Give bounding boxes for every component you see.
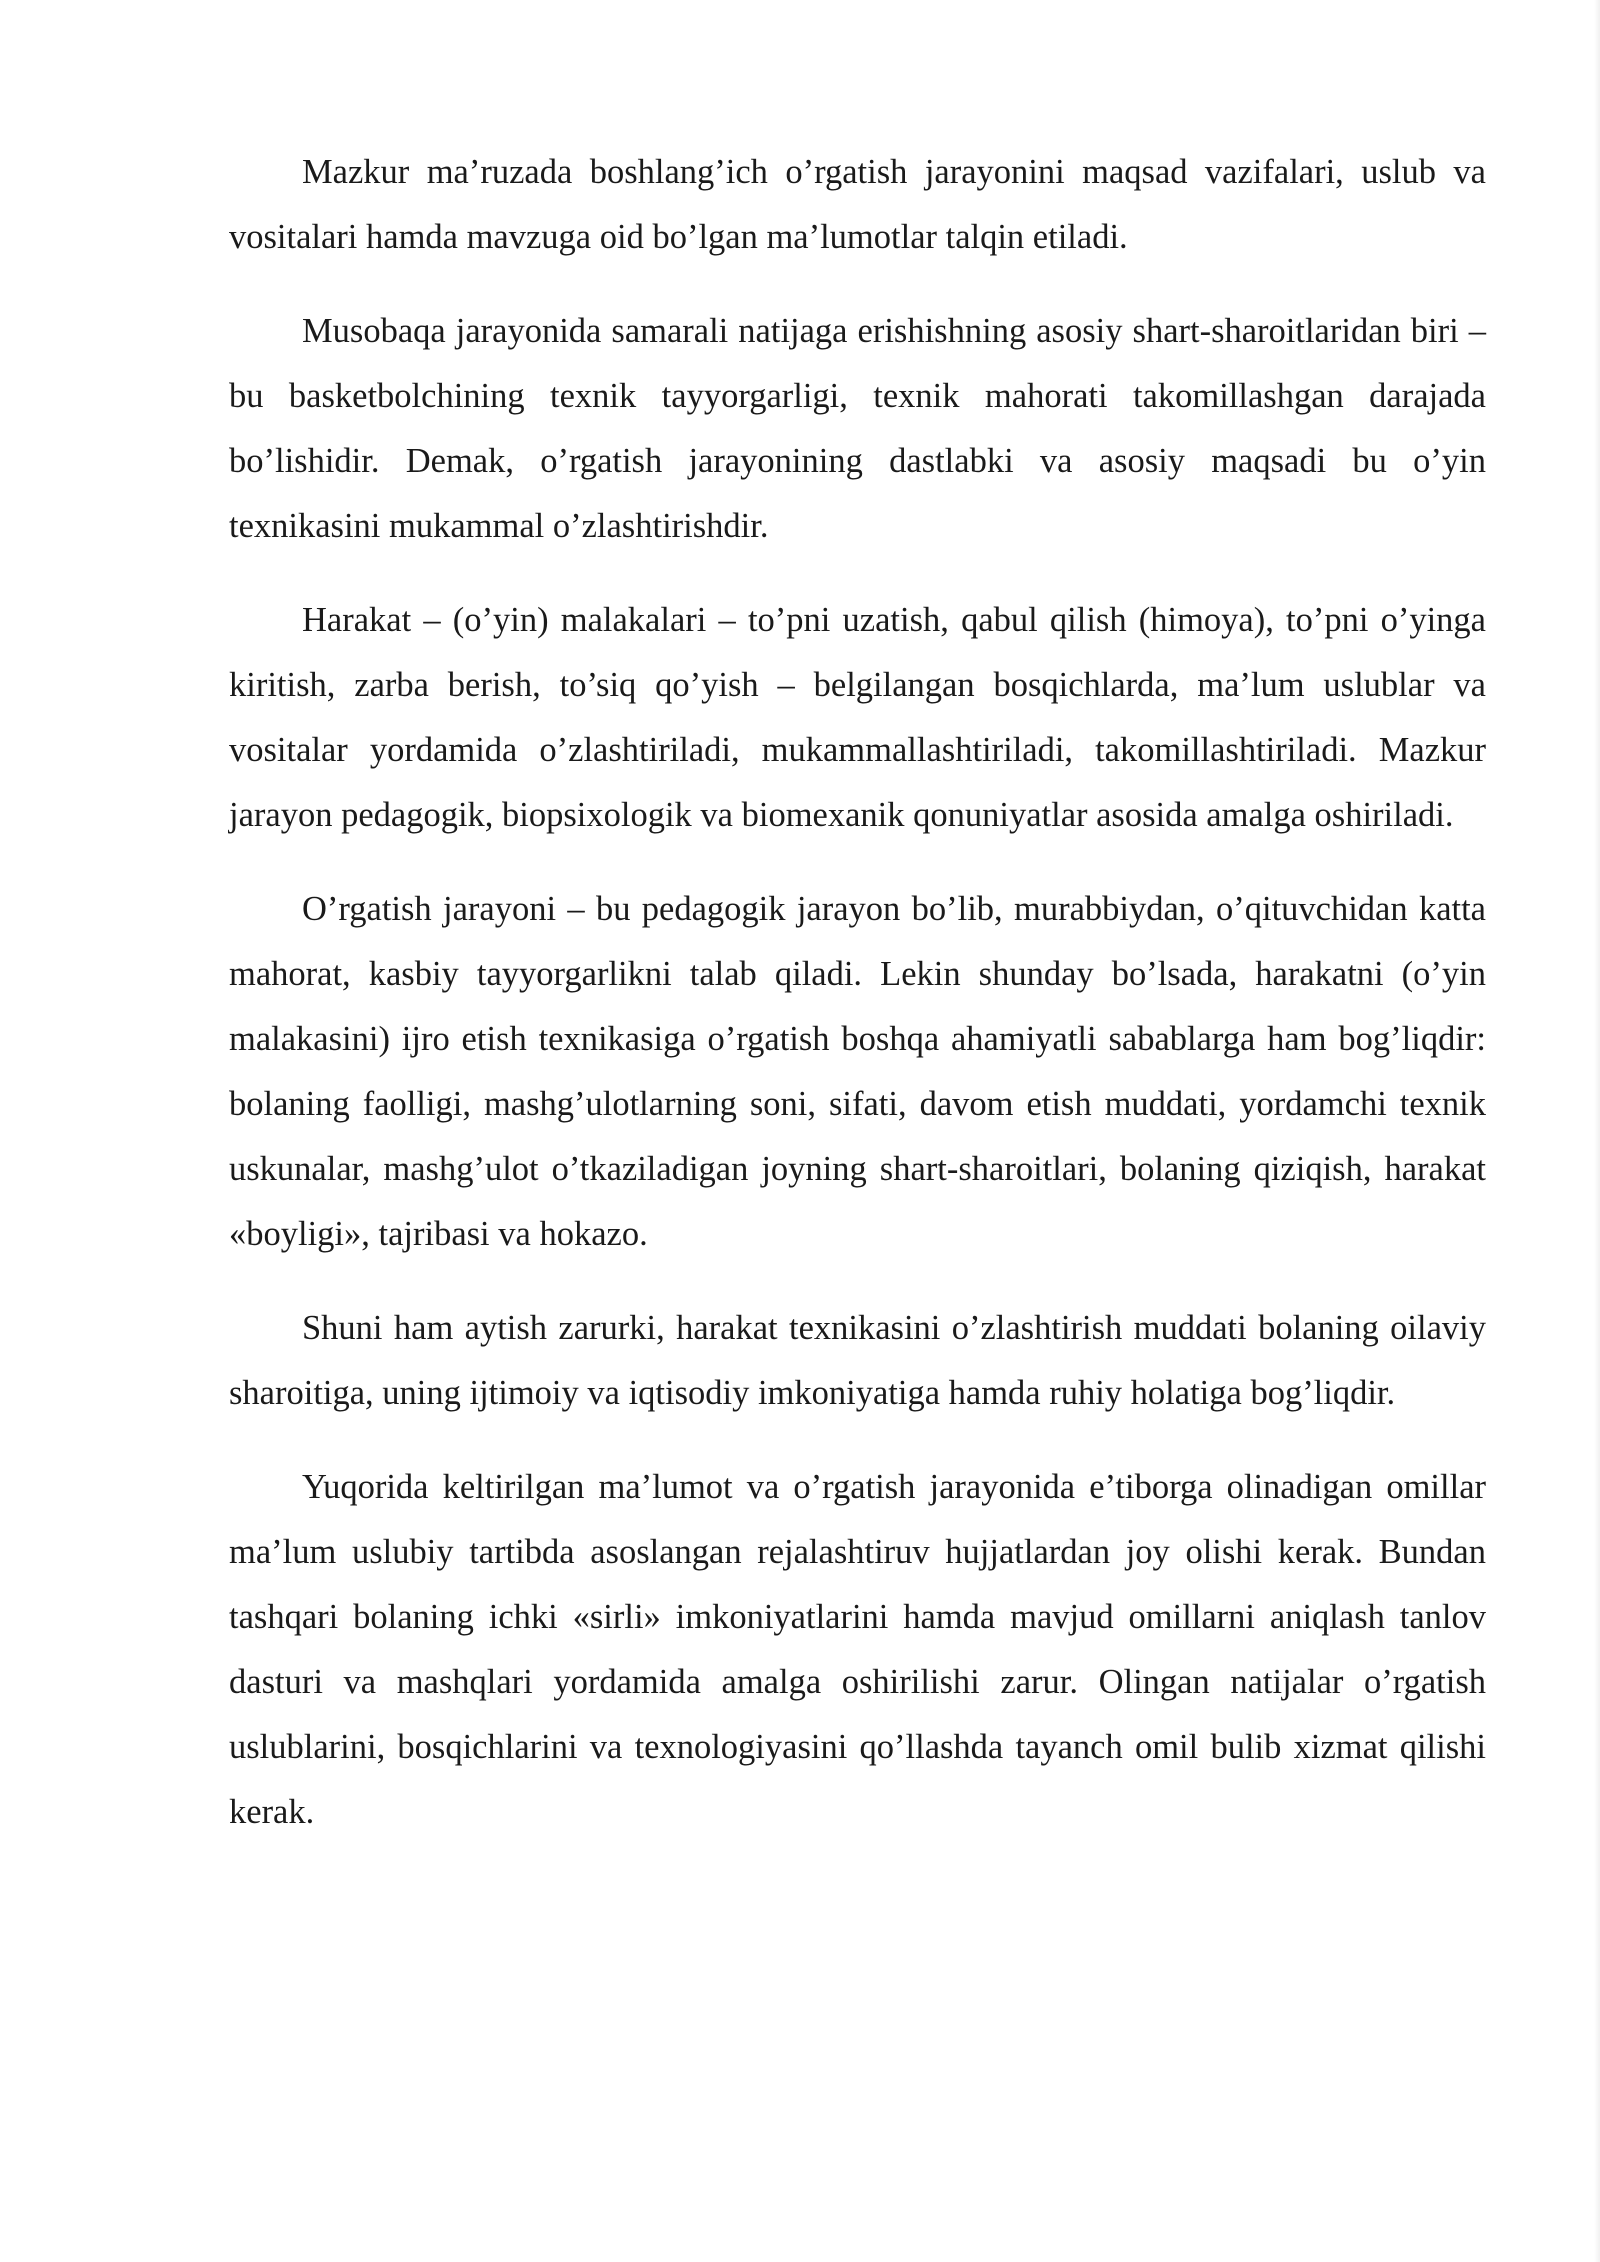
document-body [229, 140, 1486, 1874]
paragraph-planning: Yuqorida keltirilgan ma’lumot va o’rgatish jarayonida e’tiborga olinadigan omillar ma’lum uslubiy tartibda asoslangan rejalashtiruv hujjatlardan joy olishi kerak. Bundan tashqari bolaning ichki «sirli» imkoniyatlarini hamda mavjud omillarni aniqlash tanlov dasturi va mashqlari yordamida amalga oshirilishi zarur. Olingan natijalar o’rgatish uslublarini, bosqichlarini va texnologiyasini qo’llashda tayanch omil bulib xizmat qilishi kerak. [229, 1468, 1486, 1831]
paragraph-mastery-duration: Shuni ham aytish zarurki, harakat texnikasini o’zlashtirish muddati bolaning oilaviy sharoitiga, uning ijtimoiy va iqtisodiy imkoniyatiga hamda ruhiy holatiga bog’liqdir. [229, 1309, 1486, 1412]
page-edge-shadow [1594, 0, 1600, 2262]
paragraph-teaching-process: O’rgatish jarayoni – bu pedagogik jarayon bo’lib, murabbiydan, o’qituvchidan katta mahorat, kasbiy tayyorgarlikni talab qiladi. Lekin shunday bo’lsada, harakatni (o’yin malakasini) ijro etish texnikasiga o’rgatish boshqa ahamiyatli sabablarga ham bog’liqdir: bolaning faolligi, mashg’ulotlarning soni, sifati, davom etish muddati, yordamchi texnik uskunalar, mashg’ulot o’tkaziladigan joyning shart-sharoitlari, bolaning qiziqish, harakat «boyligi», tajribasi va hokazo. [229, 890, 1486, 1253]
paragraph-intro: Mazkur ma’ruzada boshlang’ich o’rgatish jarayonini maqsad vazifalari, uslub va vositalari hamda mavzuga oid bo’lgan ma’lumotlar talqin etiladi. [229, 153, 1486, 256]
paragraph-movement-skills: Harakat – (o’yin) malakalari – to’pni uzatish, qabul qilish (himoya), to’pni o’yinga kiritish, zarba berish, to’siq qo’yish – belgilangan bosqichlarda, ma’lum uslublar va vositalar yordamida o’zlashtiriladi, mukammallashtiriladi, takomillashtiriladi. Mazkur jarayon pedagogik, biopsixologik va biomexanik qonuniyatlar asosida amalga oshiriladi. [229, 601, 1486, 834]
paragraph-competition: Musobaqa jarayonida samarali natijaga erishishning asosiy shart-sharoitlaridan biri – bu basketbolchining texnik tayyorgarligi, texnik mahorati takomillashgan darajada bo’lishidir. Demak, o’rgatish jarayonining dastlabki va asosiy maqsadi bu o’yin texnikasini mukammal o’zlashtirishdir. [229, 312, 1486, 545]
